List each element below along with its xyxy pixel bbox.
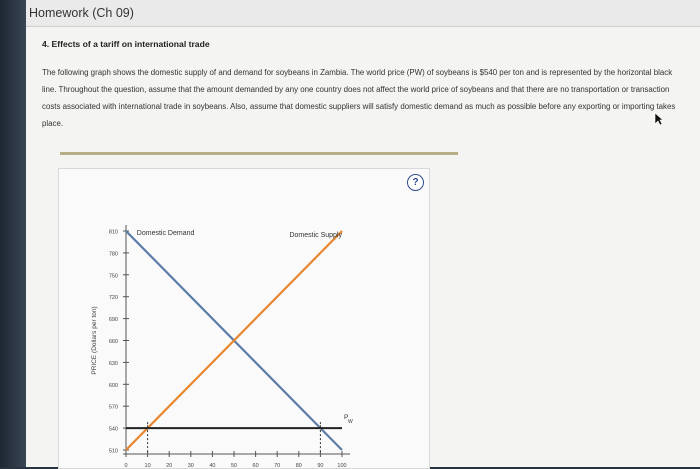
x-tick-label: 10 bbox=[144, 463, 151, 468]
demand-label: Domestic Demand bbox=[136, 230, 195, 237]
y-tick-label: 690 bbox=[108, 317, 118, 324]
y-tick-label: 720 bbox=[108, 295, 118, 302]
pw-label: P bbox=[344, 414, 349, 422]
homework-page bbox=[26, 0, 700, 467]
x-tick-label: 80 bbox=[295, 463, 302, 468]
x-tick-label: 60 bbox=[252, 463, 259, 468]
y-tick-label: 600 bbox=[108, 382, 118, 389]
y-axis-label: PRICE (Dollars per ton) bbox=[91, 306, 98, 375]
mouse-cursor-icon bbox=[654, 112, 664, 126]
y-tick-label: 630 bbox=[108, 360, 118, 367]
y-tick-label: 810 bbox=[108, 229, 118, 236]
y-tick-label: 660 bbox=[108, 339, 118, 345]
window-frame-left bbox=[0, 0, 26, 467]
intersection-plus: + bbox=[317, 422, 324, 433]
x-tick-label: 40 bbox=[209, 463, 216, 468]
question-title: 4. Effects of a tariff on international trade bbox=[42, 39, 210, 49]
x-tick-label: 100 bbox=[337, 463, 347, 468]
x-tick-label: 20 bbox=[166, 463, 173, 468]
x-tick-label: 90 bbox=[317, 463, 324, 468]
y-tick-label: 510 bbox=[108, 448, 118, 455]
question-text: The following graph shows the domestic supply of and demand for soybeans in Zambia. The world price (PW) of soybeans is $540 per ton and is represented by the horizontal black line. Throughout the question, assume that the amount demanded by any one country does not affect the world price of soybeans and that there are no transportation or transaction costs associated with international trade in soybeans. Also, assume that domestic suppliers will satisfy domestic demand as much as possible before any exporting or importing takes place. bbox=[42, 68, 676, 128]
graph-divider bbox=[60, 152, 458, 155]
y-tick-label: 540 bbox=[108, 426, 118, 433]
tariff-chart[interactable] bbox=[59, 169, 429, 468]
x-tick-label: 0 bbox=[124, 463, 128, 468]
supply-label: Domestic Supply bbox=[289, 232, 342, 239]
x-tick-label: 70 bbox=[274, 463, 281, 468]
homework-header bbox=[26, 0, 700, 27]
help-icon[interactable]: ? bbox=[407, 174, 424, 191]
pw-label-sub: W bbox=[348, 419, 353, 426]
x-tick-label: 30 bbox=[187, 463, 194, 468]
intersection-plus: + bbox=[144, 422, 151, 433]
y-tick-label: 750 bbox=[108, 273, 118, 280]
y-tick-label: 570 bbox=[108, 404, 118, 411]
x-tick-label: 50 bbox=[230, 463, 238, 468]
homework-title: Homework (Ch 09) bbox=[29, 6, 134, 20]
graph-panel[interactable] bbox=[58, 168, 430, 469]
y-tick-label: 780 bbox=[108, 251, 118, 258]
